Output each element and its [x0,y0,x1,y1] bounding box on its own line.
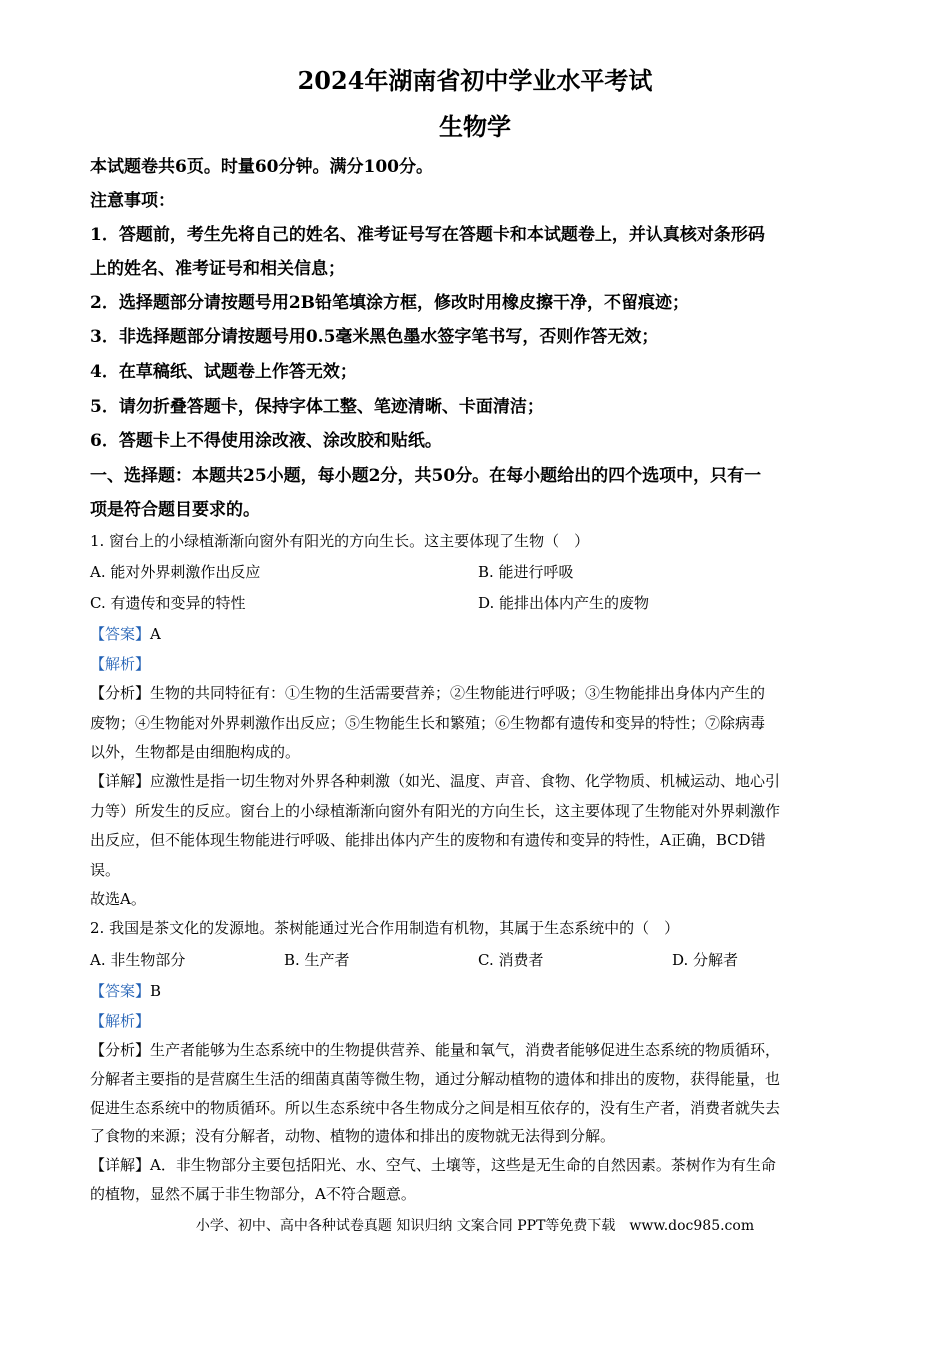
answer-value: B [150,982,162,1000]
q2-answer [90,981,860,1001]
q1-option-a: A. 能对外界刺激作出反应 [90,563,261,581]
note-item: 6．答题卡上不得使用涂改液、涂改胶和贴纸。 [90,431,442,451]
q2-option-a: A. 非生物部分 [90,951,186,969]
q2-option-d: D. 分解者 [672,951,739,969]
detail-text: 应激性是指一切生物对外界各种刺激（如光、温度、声音、食物、化学物质、机械运动、地心引 [150,772,781,790]
q1-detail-line: 误。 [90,861,121,879]
q1-detail-line: 力等）所发生的反应。窗台上的小绿植渐渐向窗外有阳光的方向生长，这主要体现了生物能对外界刺激作 [90,802,781,820]
note-item: 5．请勿折叠答题卡，保持字体工整、笔迹清晰、卡面清洁； [90,397,544,417]
q1-option-c: C. 有遗传和变异的特性 [90,594,246,612]
exam-title: 2024年湖南省初中学业水平考试 [297,66,653,95]
detail-text: A．非生物部分主要包括阳光、水、空气、土壤等，这些是无生命的自然因素。茶树作为有生命 [150,1156,776,1174]
answer-tag: 【答案】 [90,625,151,643]
answer-tag: 【答案】 [90,982,151,1000]
q2-analysis-tag [90,1011,860,1031]
xiangjie-tag: 【详解】 [90,1156,151,1174]
note-item: 1．答题前，考生先将自己的姓名、准考证号写在答题卡和本试题卷上，并认真核对条形码 [90,225,765,245]
q2-option-b: B. 生产者 [284,951,350,969]
q1-option-b: B. 能进行呼吸 [478,563,574,581]
analysis-tag: 【解析】 [90,1012,151,1030]
q2-fenxi-line [90,1040,860,1060]
answer-value: A [150,625,161,643]
exam-summary: 本试题卷共6页。时量60分钟。满分100分。 [90,157,433,177]
xiangjie-tag: 【详解】 [90,772,151,790]
fenxi-tag: 【分析】 [90,684,151,702]
q1-detail-line: 出反应，但不能体现生物能进行呼吸、能排出体内产生的废物和有遗传和变异的特性，A正确，BCD错 [90,831,766,849]
note-item: 上的姓名、准考证号和相关信息； [90,259,345,279]
note-item: 3．非选择题部分请按题号用0.5毫米黑色墨水签字笔书写，否则作答无效； [90,327,659,347]
question-2-stem: 2. 我国是茶文化的发源地。茶树能通过光合作用制造有机物，其属于生态系统中的（ ） [90,919,680,937]
section-heading: 项是符合题目要求的。 [90,500,260,520]
q2-fenxi-line: 促进生态系统中的物质循环。所以生态系统中各生物成分之间是相互依存的，没有生产者，消费者就失去 [90,1099,781,1117]
q1-fenxi-line: 废物；④生物能对外界刺激作出反应；⑤生物能生长和繁殖；⑥生物都有遗传和变异的特性；⑦除病毒 [90,714,766,732]
q1-detail-line [90,771,860,791]
note-item: 4．在草稿纸、试题卷上作答无效； [90,362,357,382]
notes-heading: 注意事项： [90,191,175,211]
q1-fenxi-line [90,683,860,703]
section-heading: 一、选择题：本题共25小题，每小题2分，共50分。在每小题给出的四个选项中，只有一 [90,466,762,486]
fenxi-text: 生物的共同特征有：①生物的生活需要营养；②生物能进行呼吸；③生物能排出身体内产生的 [150,684,766,702]
subject-title: 生物学 [439,112,511,141]
question-1-stem: 1. 窗台上的小绿植渐渐向窗外有阳光的方向生长。这主要体现了生物（ ） [90,532,590,550]
q2-fenxi-line: 分解者主要指的是营腐生生活的细菌真菌等微生物，通过分解动植物的遗体和排出的废物，获得能量，也 [90,1070,781,1088]
q2-fenxi-line: 了食物的来源；没有分解者，动物、植物的遗体和排出的废物就无法得到分解。 [90,1127,616,1145]
q1-answer [90,624,860,644]
q1-analysis-tag [90,654,860,674]
fenxi-tag: 【分析】 [90,1041,151,1059]
q2-detail-line: 的植物，显然不属于非生物部分，A不符合题意。 [90,1185,416,1203]
analysis-tag: 【解析】 [90,655,151,673]
q2-detail-line [90,1155,860,1175]
q1-option-d: D. 能排出体内产生的废物 [478,594,650,612]
q1-fenxi-line: 以外，生物都是由细胞构成的。 [90,743,301,761]
page-footer: 小学、初中、高中各种试卷真题 知识归纳 文案合同 PPT等免费下载 www.doc985.com [195,1218,755,1234]
note-item: 2．选择题部分请按题号用2B铅笔填涂方框，修改时用橡皮擦干净，不留痕迹； [90,293,690,313]
q1-conclusion: 故选A。 [90,890,146,908]
fenxi-text: 生产者能够为生态系统中的生物提供营养、能量和氧气，消费者能够促进生态系统的物质循环， [150,1041,781,1059]
q2-option-c: C. 消费者 [478,951,544,969]
